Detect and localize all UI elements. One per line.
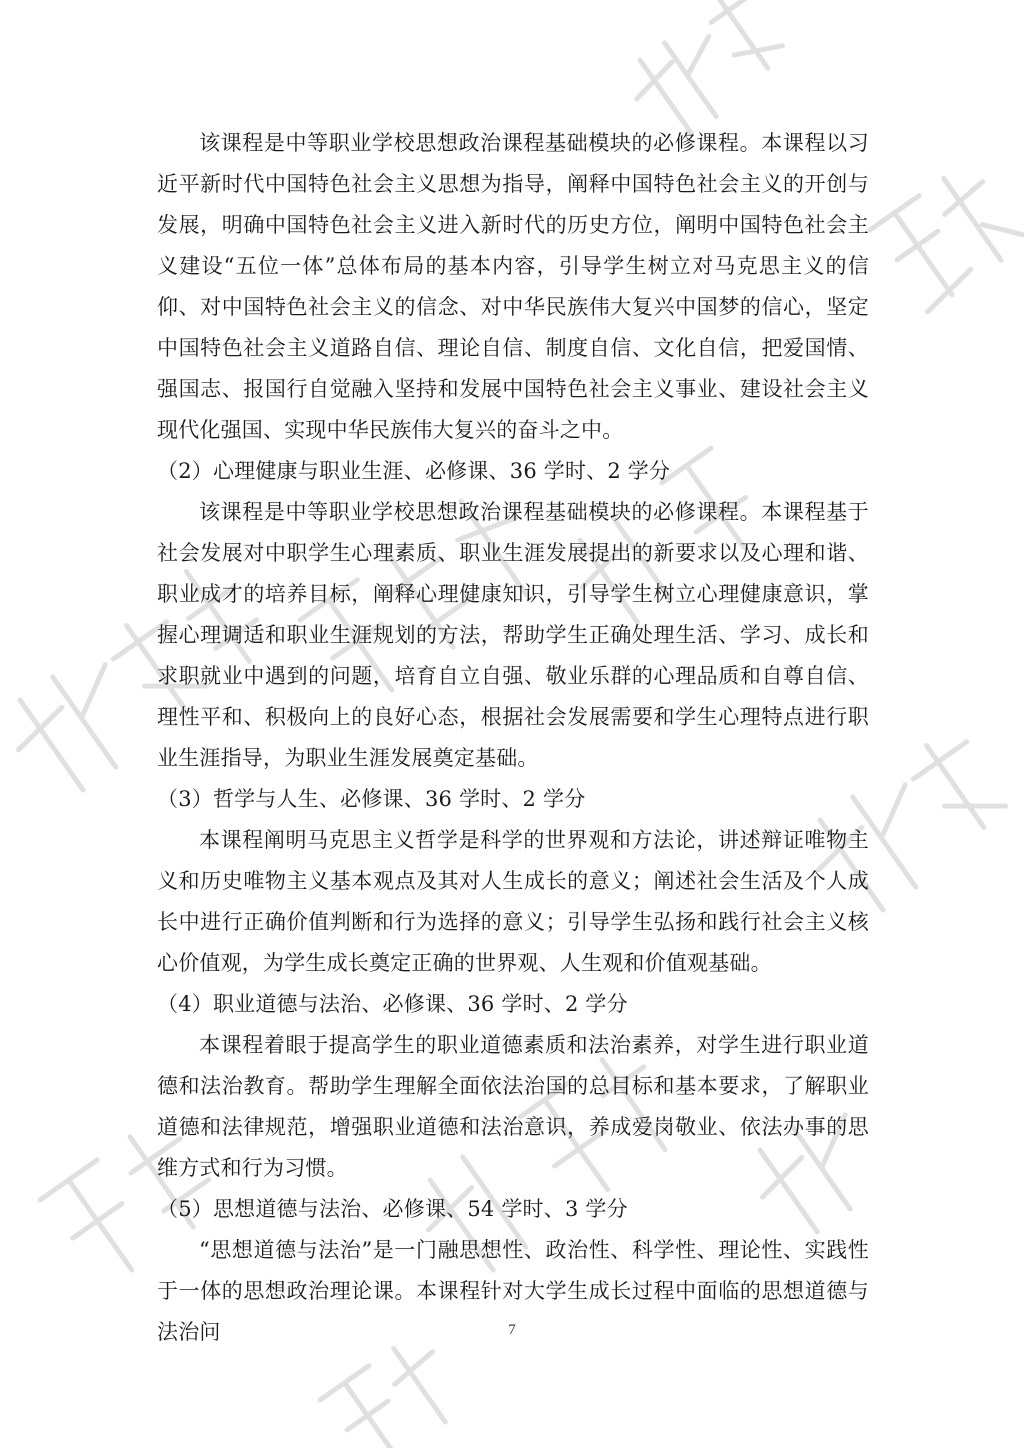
paragraph-course-2-description: 该课程是中等职业学校思想政治课程基础模块的必修课程。本课程基于社会发展对中职学生心理素质、职业生涯发展提出的新要求以及心理和谐、职业成才的培养目标，阐释心理健康知识，引导学生树立心理健康意识，掌握心理调适和职业生涯规划的方法，帮助学生正确处理生活、学习、成长和求职就业中遇到的问题，培育自立自强、敬业乐群的心理品质和自尊自信、理性平和、积极向上的良好心态，根据社会发展需要和学生心理特点进行职业生涯指导，为职业生涯发展奠定基础。 — [157, 500, 869, 770]
heading-course-3: （3）哲学与人生、必修课、36 学时、2 学分 — [157, 787, 586, 811]
heading-course-4: （4）职业道德与法治、必修课、36 学时、2 学分 — [157, 992, 628, 1016]
heading-course-2: （2）心理健康与职业生涯、必修课、36 学时、2 学分 — [157, 459, 671, 483]
document-body — [157, 123, 869, 1353]
paragraph-course-4-description: 本课程着眼于提高学生的职业道德素质和法治素养，对学生进行职业道德和法治教育。帮助学生理解全面依法治国的总目标和基本要求，了解职业道德和法律规范，增强职业道德和法治意识，养成爱岗敬业、依法办事的思维方式和行为习惯。 — [157, 1033, 869, 1180]
paragraph-course-3-description: 本课程阐明马克思主义哲学是科学的世界观和方法论，讲述辩证唯物主义和历史唯物主义基本观点及其对人生成长的意义；阐述社会生活及个人成长中进行正确价值判断和行为选择的意义；引导学生弘扬和践行社会主义核心价值观，为学生成长奠定正确的世界观、人生观和价值观基础。 — [157, 828, 869, 975]
watermark-glyph-2 — [870, 155, 1024, 311]
paragraph-course-5-description: “思想道德与法治”是一门融思想性、政治性、科学性、理论性、实践性于一体的思想政治理论课。本课程针对大学生成长过程中面临的思想道德与法治问 — [157, 1238, 869, 1344]
paragraph-course-1-description: 该课程是中等职业学校思想政治课程基础模块的必修课程。本课程以习近平新时代中国特色社会主义思想为指导，阐释中国特色社会主义的开创与发展，明确中国特色社会主义进入新时代的历史方位，阐明中国特色社会主义建设“五位一体”总体布局的基本内容，引导学生树立对马克思主义的信仰、对中国特色社会主义的信念、对中华民族伟大复兴中国梦的信心，坚定中国特色社会主义道路自信、理论自信、制度自信、文化自信，把爱国情、强国志、报国行自觉融入坚持和发展中国特色社会主义事业、建设社会主义现代化强国、实现中华民族伟大复兴的奋斗之中。 — [157, 131, 869, 442]
heading-course-5: （5）思想道德与法治、必修课、54 学时、3 学分 — [157, 1197, 628, 1221]
page-number: 7 — [508, 1322, 516, 1338]
